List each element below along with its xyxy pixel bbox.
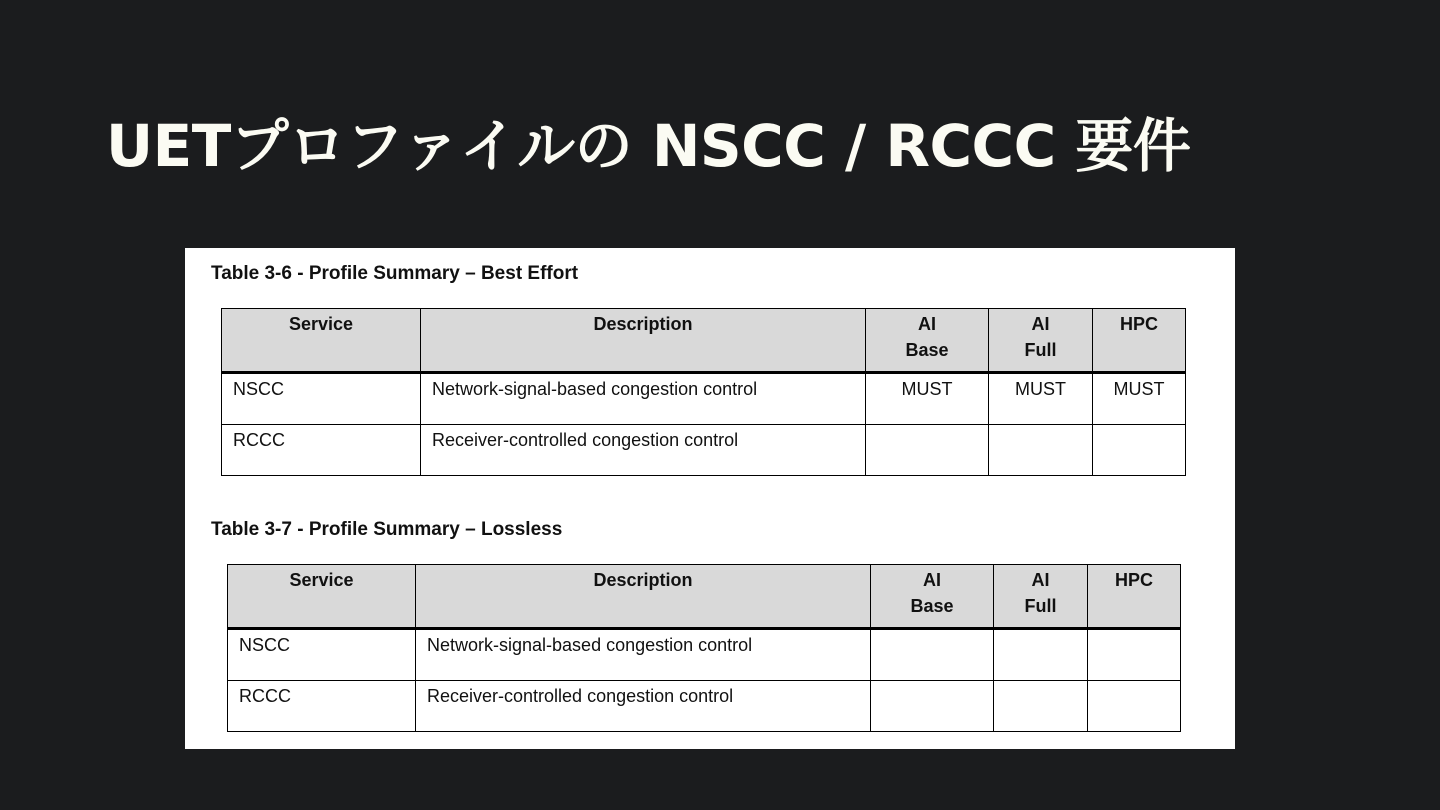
header-service: Service — [222, 309, 421, 373]
cell-description: Network-signal-based congestion control — [421, 373, 866, 425]
header-hpc: HPC — [1093, 309, 1186, 373]
header-ai-base — [871, 565, 994, 629]
cell-ai-full: MUST — [989, 373, 1093, 425]
slide-title: UETプロファイルの NSCC / RCCC 要件 — [106, 112, 1191, 180]
cell-service: NSCC — [228, 629, 416, 681]
header-ai-full-line2: Full — [1024, 340, 1057, 360]
cell-ai-full — [994, 629, 1088, 681]
header-description: Description — [421, 309, 866, 373]
header-ai-full-line2: Full — [1024, 596, 1057, 616]
cell-hpc — [1093, 425, 1186, 476]
cell-ai-base: MUST — [866, 373, 989, 425]
cell-hpc — [1088, 681, 1181, 732]
header-ai-full — [994, 565, 1088, 629]
header-ai-full — [989, 309, 1093, 373]
header-ai-base-line2: Base — [905, 340, 949, 360]
cell-hpc: MUST — [1093, 373, 1186, 425]
header-ai-base-line1: AI — [918, 314, 936, 334]
cell-description: Receiver-controlled congestion control — [421, 425, 866, 476]
header-description: Description — [416, 565, 871, 629]
header-service: Service — [228, 565, 416, 629]
cell-ai-full — [994, 681, 1088, 732]
cell-service: NSCC — [222, 373, 421, 425]
table-row — [228, 629, 1181, 681]
table-row — [228, 681, 1181, 732]
cell-description: Network-signal-based congestion control — [416, 629, 871, 681]
profile-summary-table-best-effort — [221, 308, 1186, 476]
table-row — [222, 425, 1186, 476]
table-caption-best-effort: Table 3-6 - Profile Summary – Best Effort — [211, 263, 579, 284]
profile-summary-table-lossless — [227, 564, 1181, 732]
table-header-row — [228, 565, 1181, 629]
table-header-row — [222, 309, 1186, 373]
table-caption-lossless: Table 3-7 - Profile Summary – Lossless — [211, 519, 563, 540]
document-panel — [185, 248, 1235, 749]
cell-description: Receiver-controlled congestion control — [416, 681, 871, 732]
header-ai-full-line1: AI — [1031, 314, 1050, 334]
cell-ai-full — [989, 425, 1093, 476]
cell-service: RCCC — [222, 425, 421, 476]
cell-ai-base — [866, 425, 989, 476]
cell-service: RCCC — [228, 681, 416, 732]
header-ai-base-line1: AI — [923, 570, 941, 590]
cell-ai-base — [871, 681, 994, 732]
header-ai-base-line2: Base — [910, 596, 954, 616]
header-ai-base — [866, 309, 989, 373]
header-ai-full-line1: AI — [1031, 570, 1050, 590]
cell-ai-base — [871, 629, 994, 681]
cell-hpc — [1088, 629, 1181, 681]
header-hpc: HPC — [1088, 565, 1181, 629]
table-row — [222, 373, 1186, 425]
